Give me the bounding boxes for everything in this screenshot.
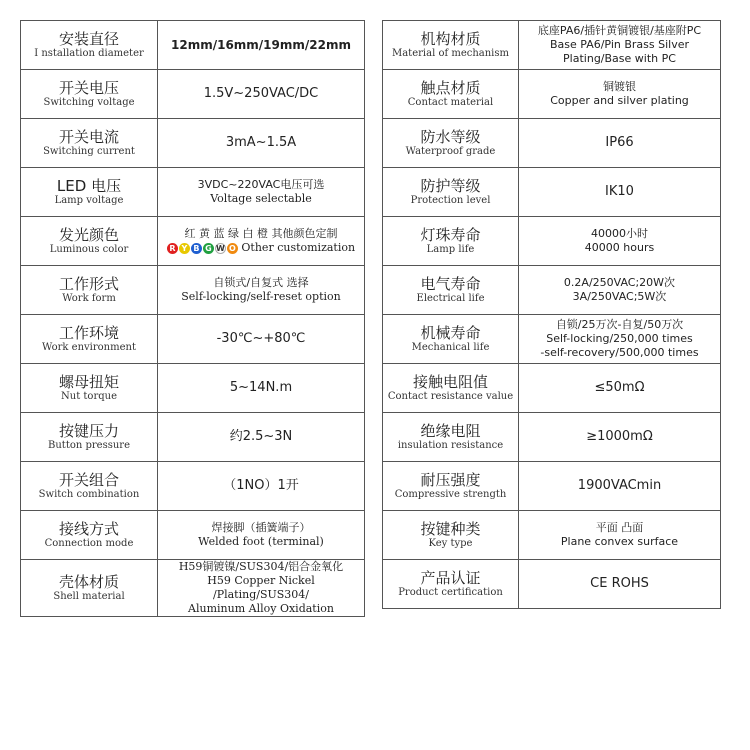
spec-label-cell [21,315,158,364]
spec-value-line: 自锁/25万次-自复/50万次 [555,318,684,331]
spec-label-cell [21,21,158,70]
spec-row [21,462,365,511]
spec-label-en: Button pressure [48,439,130,451]
spec-value-line: 自锁式/自复式 选择 [213,276,309,289]
spec-label-cell [21,266,158,315]
spec-label-zh: 开关组合 [58,470,119,489]
spec-label-en: Product certification [398,586,503,598]
spec-label-en: insulation resistance [397,439,504,451]
spec-row [383,266,721,315]
spec-label-cell [383,119,519,168]
spec-value-line: Self-locking/250,000 times [546,332,693,345]
spec-value-line: 40000 hours [584,241,655,254]
spec-row [21,168,365,217]
spec-label-cell [383,21,519,70]
spec-value-cell [519,70,721,119]
spec-row [21,560,365,617]
spec-label-cell [383,315,519,364]
spec-label-zh: 产品认证 [420,568,481,587]
spec-value-line: Aluminum Alloy Oxidation [188,602,334,615]
spec-label-zh: 开关电流 [58,127,119,146]
spec-label-zh: 安装直径 [58,29,119,48]
spec-value-line: Base PA6/Pin Brass Silver [549,38,690,51]
spec-label-zh: 按键压力 [58,421,119,440]
spec-label-cell [383,462,519,511]
color-swatches [167,243,238,254]
spec-label-en: Work form [62,292,116,304]
spec-label-zh: 接线方式 [58,519,119,538]
spec-value-line: Voltage selectable [210,192,312,205]
spec-label-cell [383,364,519,413]
spec-row [21,21,365,70]
color-dot-icon: B [191,243,202,254]
spec-label-zh: 绝缘电阻 [420,421,481,440]
spec-row [383,21,721,70]
spec-value-line: IK10 [605,184,634,199]
spec-label-zh: 机构材质 [420,29,481,48]
spec-table-right-body [383,21,721,609]
spec-label-en: Waterproof grade [405,145,496,157]
spec-label-cell [21,70,158,119]
spec-label-cell [383,266,519,315]
spec-label-en: Compressive strength [394,488,507,500]
spec-value-cell [519,315,721,364]
spec-value-line: Welded foot (terminal) [198,535,324,548]
spec-row [383,462,721,511]
spec-row [21,266,365,315]
spec-row [383,119,721,168]
spec-label-zh: LED 电压 [56,176,122,195]
spec-value-cell [158,168,365,217]
spec-value-line: -self-recovery/500,000 times [540,346,699,359]
spec-value-cell [158,560,365,617]
spec-row [21,511,365,560]
spec-value-line: ≤50mΩ [594,380,645,395]
spec-row [383,168,721,217]
spec-label-zh: 开关电压 [58,78,119,97]
spec-value-cell [158,119,365,168]
spec-row [383,413,721,462]
color-dot-icon: Y [179,243,190,254]
spec-label-zh: 螺母扭矩 [58,372,119,391]
spec-value-line: 平面 凸面 [595,521,644,534]
spec-value-cell [158,315,365,364]
spec-label-cell [383,560,519,609]
spec-table-left-body [21,21,365,617]
spec-label-cell [21,560,158,617]
spec-label-cell [21,168,158,217]
spec-value-line: Plane convex surface [560,535,679,548]
spec-row [21,70,365,119]
spec-label-zh: 发光颜色 [58,225,119,244]
spec-value-line: 约2.5~3N [229,429,293,444]
spec-label-en: Material of mechanism [391,47,509,59]
spec-label-cell [383,511,519,560]
spec-label-en: Shell material [53,590,125,602]
spec-row [21,364,365,413]
spec-value-cell [519,119,721,168]
spec-row [383,560,721,609]
spec-label-zh: 接触电阻值 [412,372,488,391]
spec-value-line: （1NO）1开 [223,478,299,493]
spec-label-zh: 防水等级 [420,127,481,146]
spec-label-zh: 壳体材质 [58,572,119,591]
spec-value-cell [158,413,365,462]
spec-value-line: 3mA~1.5A [225,135,297,150]
spec-value-line: H59铜镀镍/SUS304/铝合金氧化 [178,560,344,573]
spec-value-cell [158,70,365,119]
spec-label-cell [21,511,158,560]
spec-value-cell [158,217,365,266]
spec-value-cell [158,511,365,560]
spec-value-line: 3A/250VAC;5W次 [572,290,667,303]
spec-label-en: Lamp voltage [54,194,124,206]
spec-label-en: Switch combination [38,488,140,500]
spec-label-en: Mechanical life [411,341,490,353]
spec-label-cell [383,217,519,266]
spec-label-en: Electrical life [416,292,485,304]
color-dot-icon: R [167,243,178,254]
custom-color-note: Other customization [241,241,356,254]
spec-label-zh: 按键种类 [420,519,481,538]
spec-row [21,315,365,364]
spec-label-en: Nut torque [61,390,117,402]
spec-value-line: -30℃~+80℃ [216,331,306,346]
spec-label-zh: 机械寿命 [420,323,481,342]
spec-value-line: CE ROHS [590,576,649,591]
spec-value-line: 12mm/16mm/19mm/22mm [171,38,351,52]
spec-value-cell [519,266,721,315]
spec-value-cell [519,168,721,217]
spec-row [383,70,721,119]
spec-value-cell [519,21,721,70]
spec-value-cell [519,217,721,266]
spec-label-zh: 工作形式 [58,274,119,293]
spec-label-zh: 防护等级 [420,176,481,195]
spec-value-line: 铜镀银 [603,80,636,93]
spec-value-line: 焊接脚（插簧端子） [211,521,311,534]
spec-value-line: Copper and silver plating [550,94,689,107]
spec-label-cell [383,168,519,217]
spec-label-cell [21,364,158,413]
spec-value-line: H59 Copper Nickel /Plating/SUS304/ [207,574,315,601]
spec-label-cell [21,217,158,266]
spec-row [383,217,721,266]
spec-label-en: Protection level [410,194,491,206]
spec-label-cell [383,413,519,462]
spec-label-cell [21,119,158,168]
color-dot-icon: G [203,243,214,254]
spec-label-zh: 灯珠寿命 [420,225,481,244]
spec-table-left [20,20,365,617]
spec-value-cell [158,21,365,70]
spec-table-right [382,20,721,609]
spec-label-en: Contact material [407,96,494,108]
spec-value-line: 底座PA6/插针黄铜镀银/基座附PC [537,24,702,37]
spec-value-line: 0.2A/250VAC;20W次 [563,276,676,289]
spec-row [383,364,721,413]
spec-value-cell [519,413,721,462]
spec-label-en: Connection mode [44,537,134,549]
spec-label-en: Luminous color [49,243,129,255]
spec-value-line: 红 黄 蓝 绿 白 橙 其他颜色定制 [184,227,338,240]
spec-label-en: Switching current [43,145,135,157]
color-dot-icon: O [227,243,238,254]
spec-value-cell [158,462,365,511]
spec-value-cell [519,364,721,413]
spec-label-zh: 工作环境 [58,323,119,342]
spec-label-en: I nstallation diameter [34,47,144,59]
spec-value-line: 1.5V~250VAC/DC [203,86,319,101]
spec-label-zh: 耐压强度 [420,470,481,489]
spec-label-en: Switching voltage [43,96,135,108]
spec-label-en: Key type [428,537,473,549]
spec-value-cell [519,511,721,560]
spec-value-cell [158,266,365,315]
color-dot-icon: W [215,243,225,253]
spec-row [21,413,365,462]
spec-label-zh: 电气寿命 [420,274,481,293]
spec-row [21,217,365,266]
spec-value-line: IP66 [605,135,634,150]
spec-value-line: Plating/Base with PC [563,52,676,65]
spec-value-line: 5~14N.m [229,380,293,395]
spec-label-en: Contact resistance value [387,390,514,402]
spec-label-cell [21,462,158,511]
spec-value-line: ≥1000mΩ [586,429,653,444]
spec-value-cell [519,560,721,609]
spec-value-cell [519,462,721,511]
spec-value-line: 1900VACmin [577,478,662,493]
spec-value-line: 40000小时 [591,227,648,240]
spec-label-cell [21,413,158,462]
spec-row [383,315,721,364]
spec-value-cell [158,364,365,413]
spec-row [21,119,365,168]
spec-row [383,511,721,560]
spec-label-zh: 触点材质 [420,78,481,97]
spec-label-en: Lamp life [426,243,475,255]
spec-value-line: 3VDC~220VAC电压可选 [197,178,325,191]
spec-label-cell [383,70,519,119]
color-swatch-line [162,241,360,255]
spec-value-line: Self-locking/self-reset option [181,290,341,303]
spec-label-en: Work environment [42,341,136,353]
